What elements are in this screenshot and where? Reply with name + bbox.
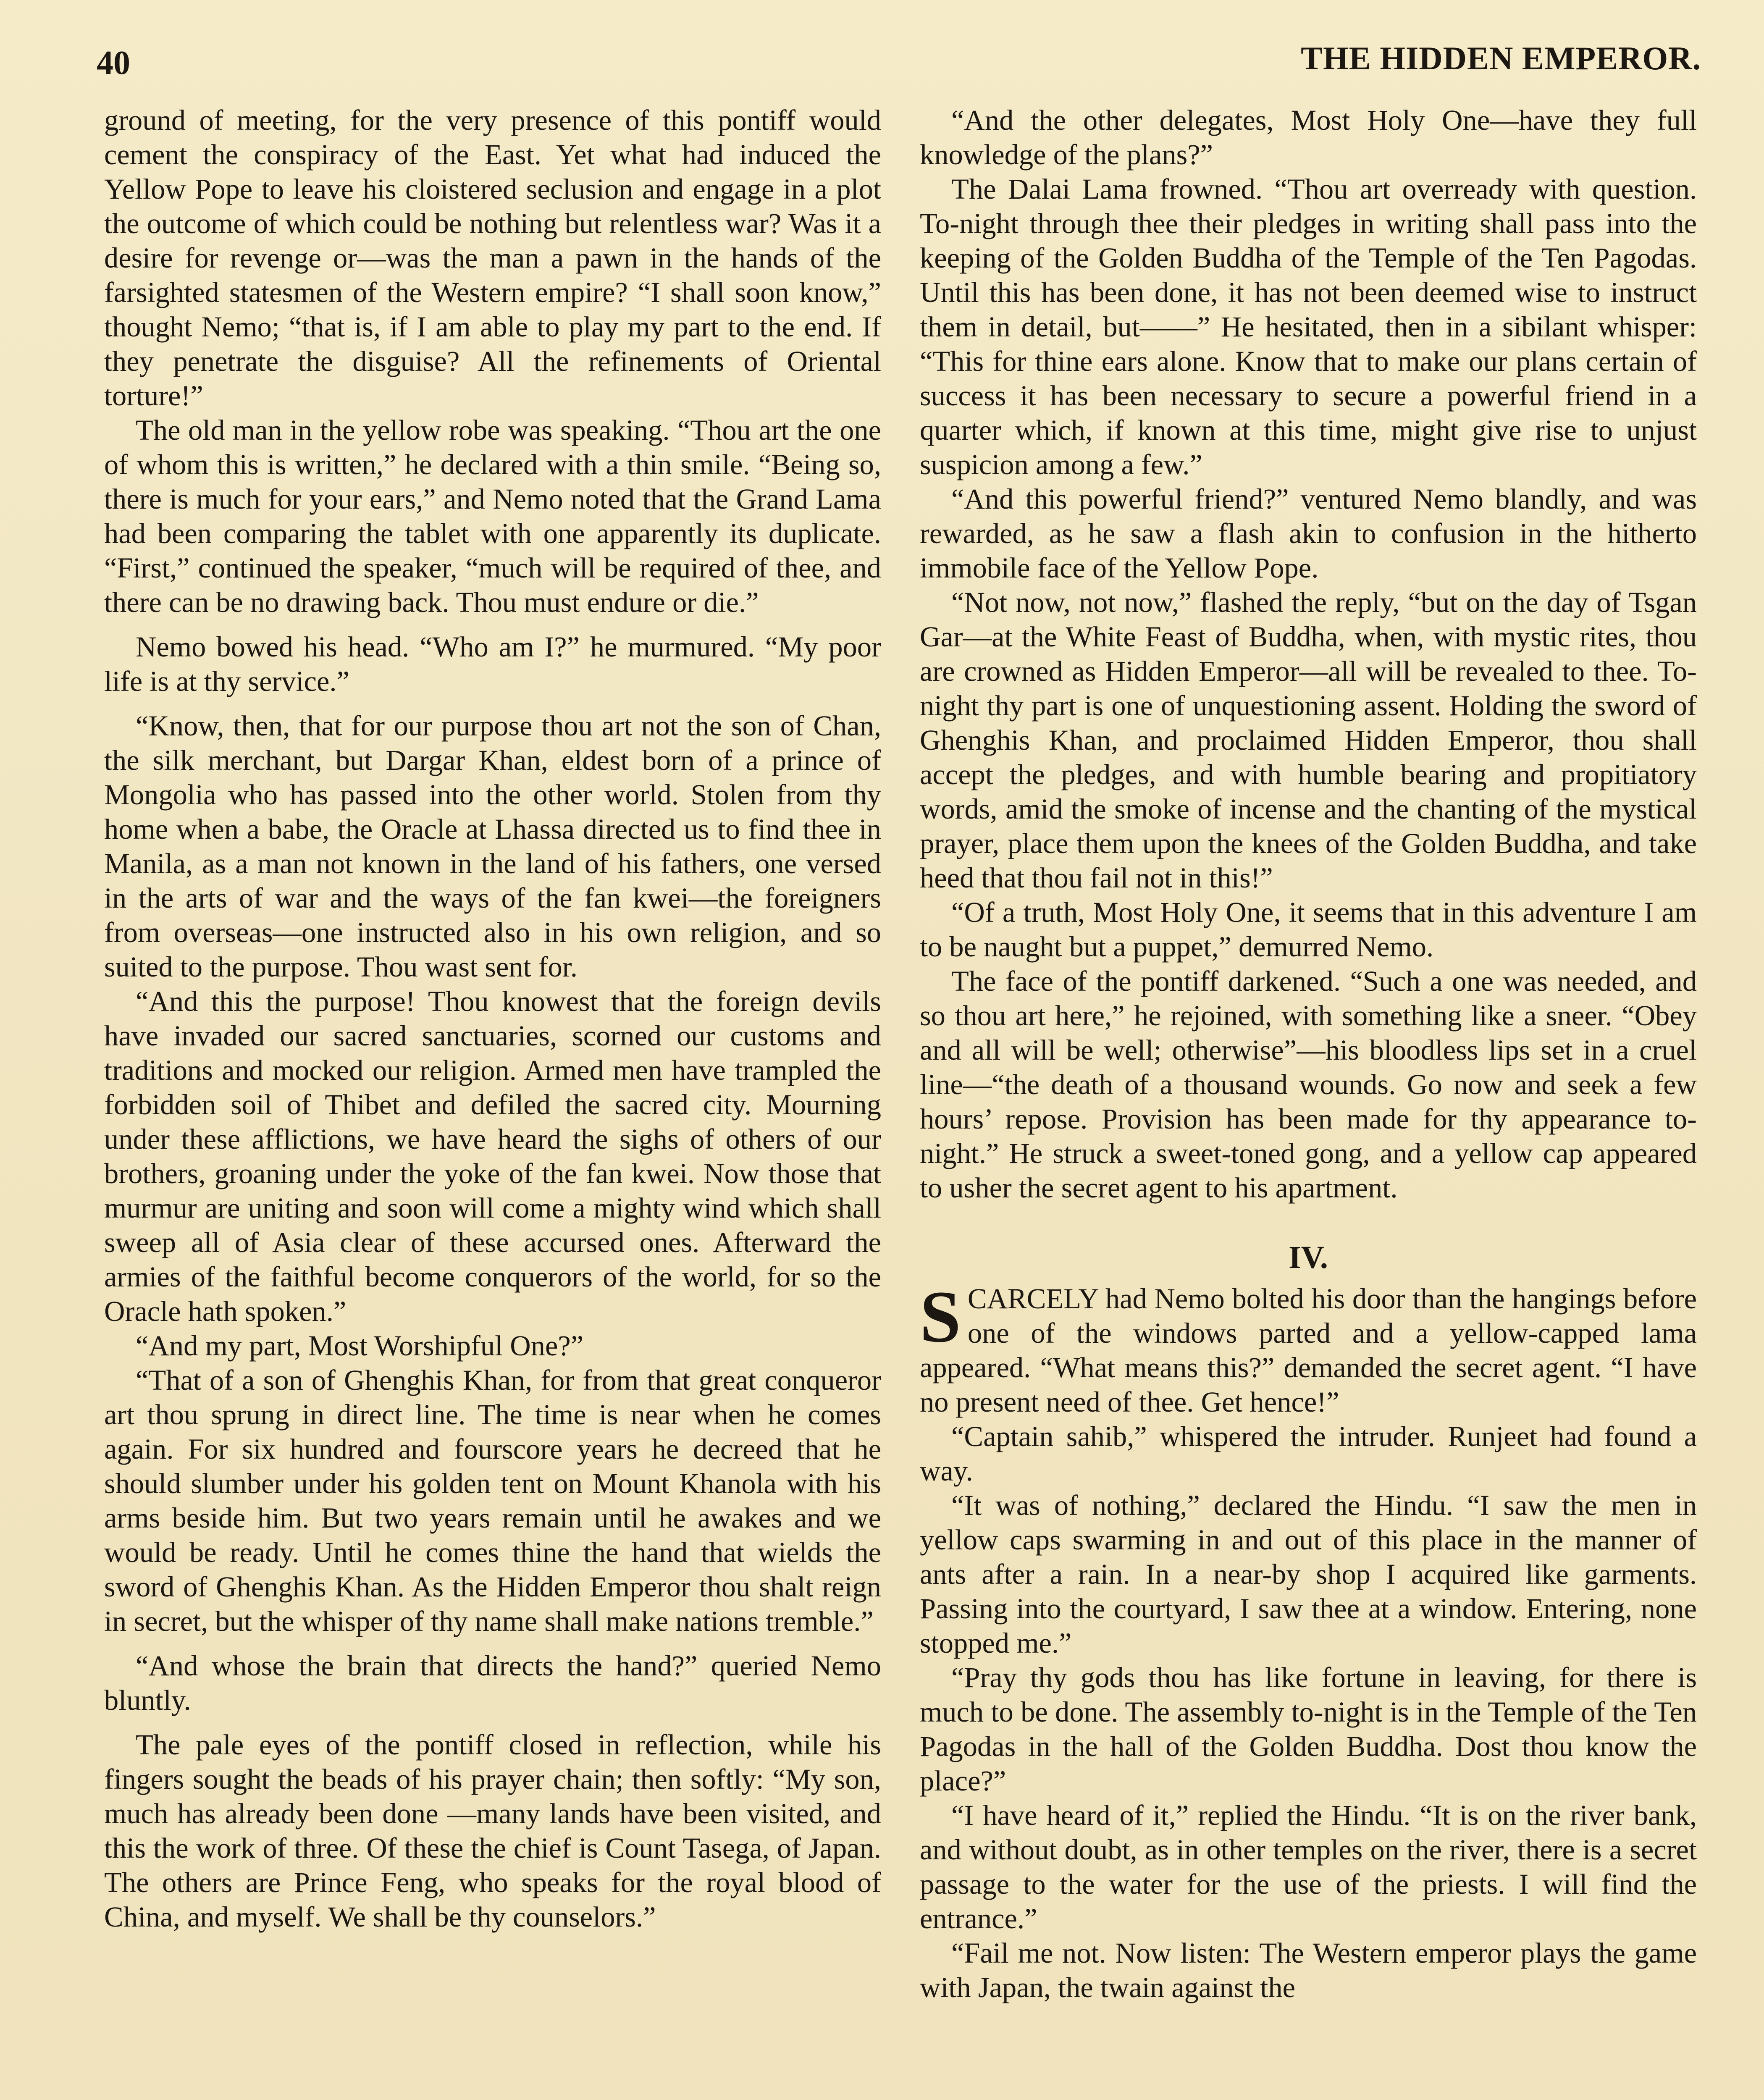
paragraph: The pale eyes of the pontiff closed in reflection, while his fingers sought the beads of his prayer chain; then softly: “My son, much has already been done —many lands have been visited, and this the work of three. Of these the chief is Count Tasega, of Japan. The others are Prince Feng, who speaks for the royal blood of China, and myself. We shall be thy counselors.”	[104, 1729, 881, 1933]
page-number: 40	[97, 45, 130, 81]
right-column	[920, 103, 1697, 2100]
paragraph: Nemo bowed his head. “Who am I?” he murmured. “My poor life is at thy service.”	[104, 631, 881, 697]
paragraph: “That of a son of Ghenghis Khan, for from that great conqueror art thou sprung in direct line. The time is near when he comes again. For six hundred and fourscore years he decreed that he should slumber under his golden tent on Mount Khanola with his arms beside him. But two years remain until he awakes and we would be ready. Until he comes thine the hand that wields the sword of Ghenghis Khan. As the Hidden Emperor thou shalt reign in secret, but the whisper of thy name shall make nations tremble.”	[104, 1364, 881, 1637]
paragraph: “I have heard of it,” replied the Hindu. “It is on the river bank, and without doubt, as in other temples on the river, there is a secret passage to the water for the use of the priests. I will find the entrance.”	[920, 1799, 1697, 1935]
paragraph: “Pray thy gods thou has like fortune in leaving, for there is much to be done. The assembly to-night is in the Temple of the Ten Pagodas in the hall of the Golden Buddha. Dost thou know the place?”	[920, 1662, 1697, 1797]
running-title: THE HIDDEN EMPEROR.	[1301, 40, 1701, 76]
paragraph: “Fail me not. Now listen: The Western emperor plays the game with Japan, the twain against the	[920, 1937, 1697, 2003]
paragraph: “And the other delegates, Most Holy One—have they full knowledge of the plans?”	[920, 104, 1697, 171]
paragraph: ground of meeting, for the very presence of this pontiff would cement the conspiracy of the East. Yet what had induced the Yellow Pope to leave his cloistered seclusion and engage in a plot the outcome of which could be nothing but relentless war? Was it a desire for revenge or—was the man a pawn in the hands of the farsighted statesmen of the Western empire? “I shall soon know,” thought Nemo; “that is, if I am able to play my part to the end. If they penetrate the disguise? All the refinements of Oriental torture!”	[104, 104, 881, 412]
paragraph: “And this the purpose! Thou knowest that the foreign devils have invaded our sacred sanctuaries, scorned our customs and traditions and mocked our religion. Armed men have trampled the forbidden soil of Thibet and defiled the sacred city. Mourning under these afflictions, we have heard the sighs of others of our brothers, groaning under the yoke of the fan kwei. Now those that murmur are uniting and soon will come a mighty wind which shall sweep all of Asia clear of these accursed ones. Afterward the armies of the faithful become conquerors of the world, for so the Oracle hath spoken.”	[104, 985, 881, 1327]
paragraph: The Dalai Lama frowned. “Thou art overready with question. To-night through thee their pledges in writing shall pass into the keeping of the Golden Buddha of the Temple of the Ten Pagodas. Until this has been done, it has not been deemed wise to instruct them in detail, but——” He hesitated, then in a sibilant whisper: “This for thine ears alone. Know that to make our plans certain of success it has been necessary to secure a powerful friend in a quarter which, if known at this time, might give rise to unjust suspicion among a few.”	[920, 173, 1697, 480]
left-column	[104, 103, 881, 2100]
dropcap-paragraph	[920, 1276, 1697, 1419]
paragraph: “And my part, Most Worshipful One?”	[136, 1330, 584, 1362]
page-header	[97, 42, 1701, 88]
paragraph: The old man in the yellow robe was speaking. “Thou art the one of whom this is written,” he declared with a thin smile. “Being so, there is much for your ears,” and Nemo noted that the Grand Lama had been comparing the tablet with one apparently its duplicate. “First,” continued the speaker, “much will be required of thee, and there can be no drawing back. Thou must endure or die.”	[104, 414, 881, 618]
dropcap-paragraph-text: CARCELY had Nemo bolted his door than the hangings before one of the windows parted and a yellow-capped lama appeared. “What means this?” demanded the secret agent. “I have no present need of thee. Get hence!”	[920, 1283, 1697, 1418]
paragraph: “It was of nothing,” declared the Hindu. “I saw the men in yellow caps swarming in and out of this place in the manner of ants after a rain. In a near-by shop I acquired like garments. Passing into the courtyard, I saw thee at a window. Entering, none stopped me.”	[920, 1489, 1697, 1659]
paragraph: “Not now, not now,” flashed the reply, “but on the day of Tsgan Gar—at the White Feast of Buddha, when, with mystic rites, thou are crowned as Hidden Emperor—all will be revealed to thee. To-night thy part is one of unquestioning assent. Holding the sword of Ghenghis Khan, and proclaimed Hidden Emperor, thou shall accept the pledges, and with humble bearing and propitiatory words, amid the smoke of incense and the chanting of the mystical prayer, place them upon the knees of the Golden Buddha, and take heed that thou fail not in this!”	[920, 586, 1697, 894]
drop-cap-letter: S	[920, 1276, 961, 1358]
paragraph: “Of a truth, Most Holy One, it seems that in this adventure I am to be naught but a puppet,” demurred Nemo.	[920, 896, 1697, 963]
section-heading: IV.	[1289, 1240, 1328, 1275]
paragraph: The face of the pontiff darkened. “Such a one was needed, and so thou art here,” he rejoined, with something like a sneer. “Obey and all will be well; otherwise”—his bloodless lips set in a cruel line—“the death of a thousand wounds. Go now and seek a few hours’ repose. Provision has been made for thy appearance to-night.” He struck a sweet-toned gong, and a yellow cap appeared to usher the secret agent to his apartment.	[920, 965, 1697, 1204]
paragraph: “Know, then, that for our purpose thou art not the son of Chan, the silk merchant, but Dargar Khan, eldest born of a prince of Mongolia who has passed into the other world. Stolen from thy home when a babe, the Oracle at Lhassa directed us to find thee in Manila, as a man not known in the land of his fathers, one versed in the arts of war and the ways of the fan kwei—the foreigners from overseas—one instructed also in his own religion, and so suited to the purpose. Thou wast sent for.	[104, 710, 881, 983]
paragraph: “And this powerful friend?” ventured Nemo blandly, and was rewarded, as he saw a flash akin to confusion in the hitherto immobile face of the Yellow Pope.	[920, 483, 1697, 584]
paragraph: “And whose the brain that directs the hand?” queried Nemo bluntly.	[104, 1650, 881, 1716]
paragraph: “Captain sahib,” whispered the intruder. Runjeet had found a way.	[920, 1420, 1697, 1487]
